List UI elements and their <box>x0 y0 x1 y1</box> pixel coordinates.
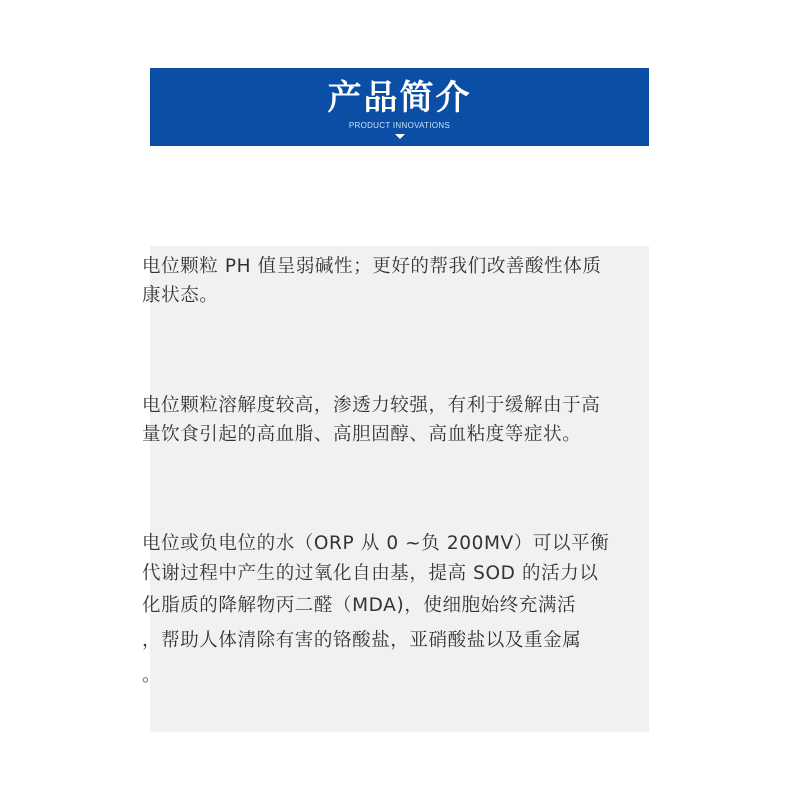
text-line: 代谢过程中产生的过氧化自由基，提高 SOD 的活力以 <box>142 563 599 584</box>
text-line: ，帮助人体清除有害的铬酸盐，亚硝酸盐以及重金属 <box>142 630 582 651</box>
section-title: 产品简介 <box>327 78 472 118</box>
text-line: 电位颗粒溶解度较高，渗透力较强，有利于缓解由于高 <box>142 395 601 416</box>
text-line: 量饮食引起的高血脂、高胆固醇、高血粘度等症状。 <box>142 424 582 445</box>
text-line: 化脂质的降解物丙二醛（MDA)，使细胞始终充满活 <box>142 595 577 616</box>
text-line: 电位或负电位的水（ORP 从 0 ~负 200MV）可以平衡 <box>142 533 610 554</box>
section-subtitle: PRODUCT INNOVATIONS <box>348 121 451 130</box>
text-line: 康状态。 <box>142 285 219 306</box>
section-header-banner <box>150 68 649 146</box>
down-arrow-icon <box>395 134 405 139</box>
description-panel <box>142 246 649 732</box>
text-line: 。 <box>142 665 162 686</box>
text-line: 电位颗粒 PH 值呈弱碱性；更好的帮我们改善酸性体质 <box>142 256 602 277</box>
